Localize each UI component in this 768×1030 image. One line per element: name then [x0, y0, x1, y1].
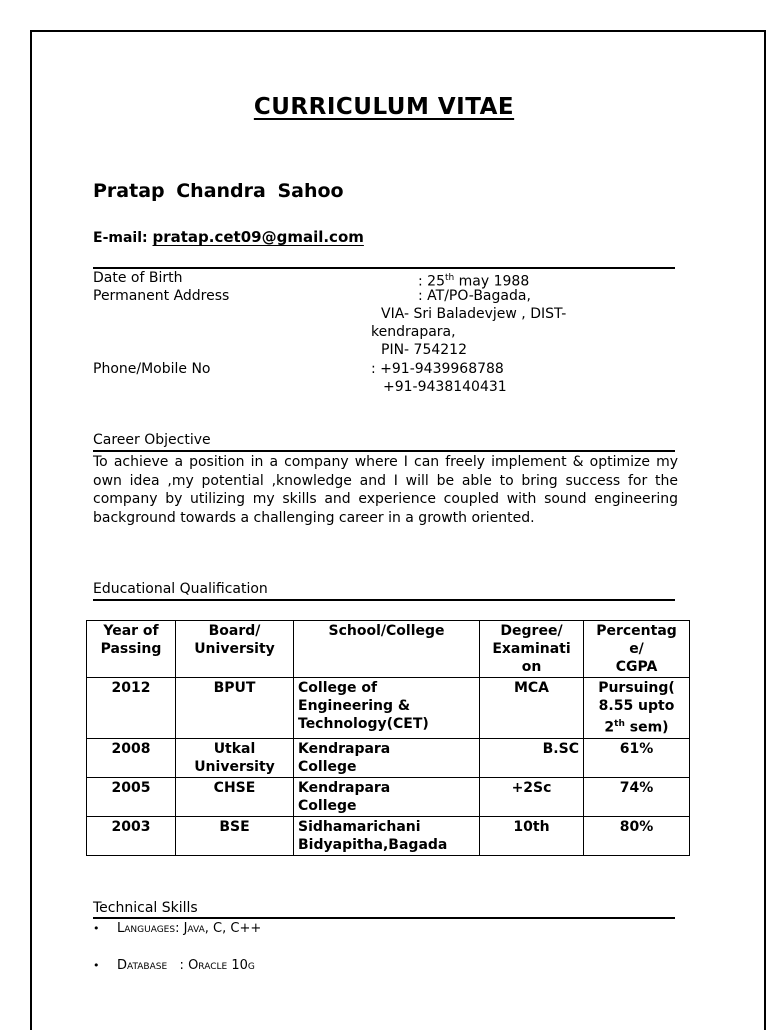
document-title: CURRICULUM VITAE — [253, 94, 515, 120]
candidate-name: Pratap Chandra Sahoo — [93, 180, 344, 202]
table-header-row — [87, 621, 690, 678]
skill-label: Database — [117, 958, 168, 973]
row-board: BSE — [176, 816, 294, 855]
row-board: CHSE — [176, 777, 294, 816]
address-label: Permanent Address — [93, 288, 230, 304]
row-degree: 10th — [480, 816, 584, 855]
header-board: Board/ University — [176, 621, 294, 678]
row-degree: +2Sc — [480, 777, 584, 816]
dob-value: : 25th may 1988 — [418, 273, 530, 290]
row-school: Kendrapara College — [294, 777, 480, 816]
career-rule — [93, 450, 675, 452]
row-school: College of Engineering & Technology(CET) — [294, 678, 480, 739]
row-degree: B.SC — [480, 738, 584, 777]
row-percent: Pursuing( 8.55 upto 2th sem) — [584, 678, 690, 739]
career-objective-text: To achieve a position in a company where I can freely implement & optimize my own idea ,my potential ,knowledge and I will be able to bring success for the company by utilizing my skills and experience coupled with sound engineering background towards a challenging career in a growth oriented. — [93, 454, 678, 526]
table-row — [87, 777, 690, 816]
row-year: 2012 — [87, 678, 176, 739]
email-line — [93, 228, 364, 246]
row-percent: 80% — [584, 816, 690, 855]
address-line-4: PIN- 754212 — [381, 342, 467, 358]
row-year: 2003 — [87, 816, 176, 855]
row-board: BPUT — [176, 678, 294, 739]
row-degree: MCA — [480, 678, 584, 739]
row-percent: 61% — [584, 738, 690, 777]
education-rule — [93, 599, 675, 601]
row-board: Utkal University — [176, 738, 294, 777]
career-objective-heading: Career Objective — [93, 432, 211, 448]
skill-item-database: • Database : Oracle 10g — [93, 958, 255, 973]
table-row — [87, 738, 690, 777]
row-school: Sidhamarichani Bidyapitha,Bagada — [294, 816, 480, 855]
row-year: 2008 — [87, 738, 176, 777]
skills-rule — [93, 917, 675, 919]
email-address[interactable]: pratap.cet09@gmail.com — [152, 228, 364, 246]
row-year: 2005 — [87, 777, 176, 816]
skill-value: Java, C, C++ — [179, 921, 262, 936]
table-row — [87, 816, 690, 855]
education-table — [86, 620, 690, 856]
table-row — [87, 678, 690, 739]
header-school: School/College — [294, 621, 480, 678]
bullet-icon: • — [93, 922, 100, 935]
email-label: E-mail: — [93, 230, 153, 246]
address-line-1: : AT/PO-Bagada, — [418, 288, 531, 304]
header-degree: Degree/ Examinati on — [480, 621, 584, 678]
header-percent: Percentag e/ CGPA — [584, 621, 690, 678]
address-line-2: VIA- Sri Baladevjew , DIST- — [381, 306, 567, 322]
phone-label: Phone/Mobile No — [93, 361, 211, 377]
dob-label: Date of Birth — [93, 270, 183, 286]
skill-label: Languages — [117, 921, 176, 936]
header-year: Year of Passing — [87, 621, 176, 678]
phone-line-1: : +91-9439968788 — [371, 361, 504, 377]
phone-line-2: +91-9438140431 — [383, 379, 507, 395]
skill-value: Oracle 10g — [188, 958, 255, 973]
bullet-icon: • — [93, 959, 100, 972]
skill-item-languages: • Languages: Java, C, C++ — [93, 921, 262, 936]
education-heading: Educational Qualification — [93, 581, 268, 597]
row-percent: 74% — [584, 777, 690, 816]
technical-skills-heading: Technical Skills — [93, 900, 198, 916]
row-school: Kendrapara College — [294, 738, 480, 777]
address-line-3: kendrapara, — [371, 324, 456, 340]
